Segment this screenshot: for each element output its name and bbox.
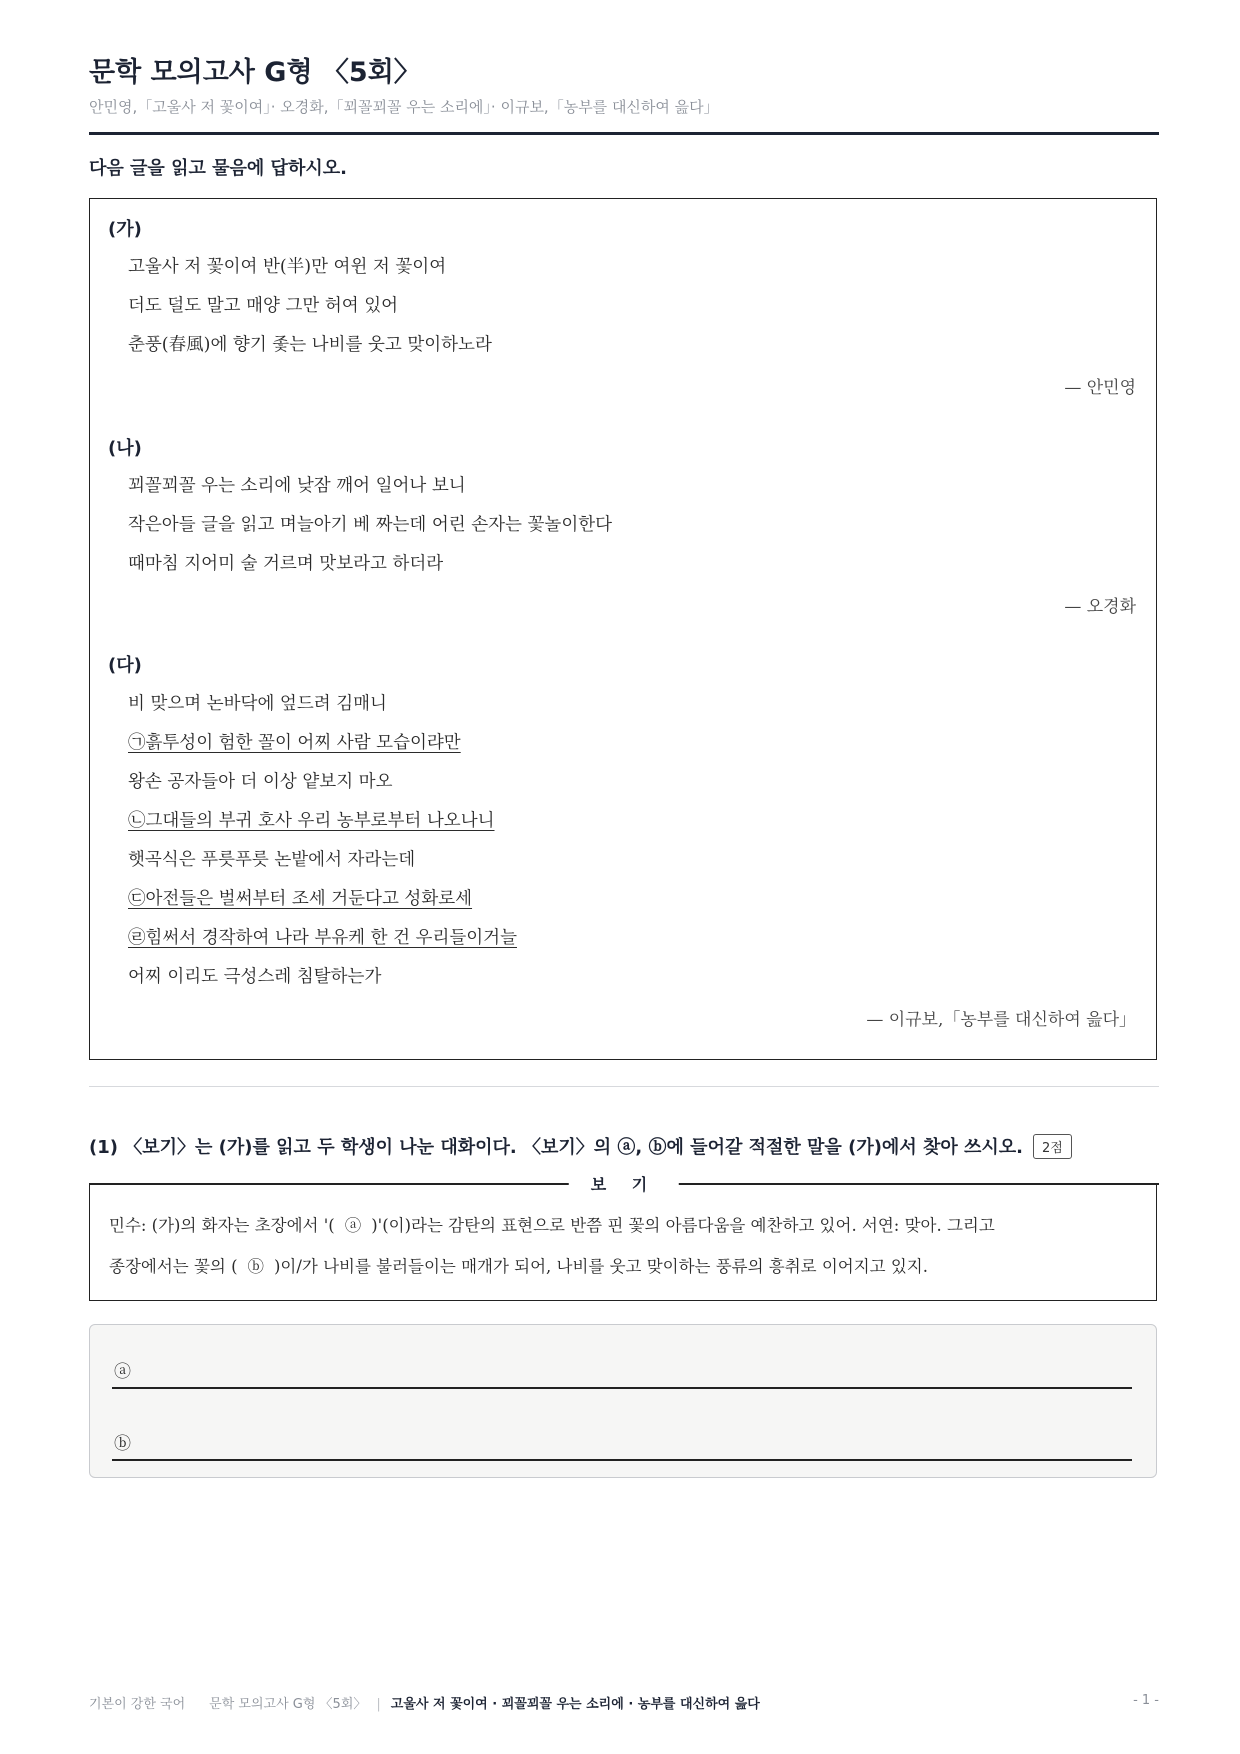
poem-line: 비 맞으며 논바닥에 엎드려 김매니 xyxy=(128,694,387,714)
page-subtitle: 안민영,「고울사 저 꽃이여」· 오경화,「꾀꼴꾀꼴 우는 소리에」· 이규보,「농부를 대신하여 읊다」 xyxy=(89,98,719,116)
page-number: - 1 - xyxy=(1133,1693,1159,1708)
bogi-title: 보 기 xyxy=(569,1172,679,1195)
poem-line: 꾀꼴꾀꼴 우는 소리에 낮잠 깨어 일어나 보니 xyxy=(128,476,466,496)
section-label-ga: (가) xyxy=(108,219,142,240)
section-label-na: (나) xyxy=(108,438,142,459)
footer-exam: 문학 모의고사 G형 〈5회〉 xyxy=(209,1697,367,1712)
section-label-da: (다) xyxy=(108,655,142,676)
poem-line-underlined: ㉣힘써서 경작하여 나라 부유케 한 건 우리들이거늘 xyxy=(128,928,517,948)
blank-a: ⓐ xyxy=(344,1216,362,1235)
answer-line-a[interactable] xyxy=(112,1387,1132,1389)
page-footer: 기본이 강한 국어 문학 모의고사 G형 〈5회〉 | 고울사 저 꽃이여 · 꾀꼴꾀꼴 우는 소리에 · 농부를 대신하여 읊다 - 1 - xyxy=(89,1693,1159,1712)
poem-line: 고울사 저 꽃이여 반(半)만 여윈 저 꽃이여 xyxy=(128,257,447,277)
poem-line-underlined: ㉠흙투성이 험한 꼴이 어찌 사람 모습이랴만 xyxy=(128,733,461,753)
poem-line: 왕손 공자들아 더 이상 얕보지 마오 xyxy=(128,772,393,792)
instruction: 다음 글을 읽고 물음에 답하시오. xyxy=(89,158,347,179)
poem-line: 때마침 지어미 술 거르며 맛보라고 하더라 xyxy=(128,554,444,574)
blank-b: ⓑ xyxy=(247,1257,264,1276)
author-attribution: — 안민영 xyxy=(1064,378,1136,398)
question-1 xyxy=(89,1133,1072,1161)
section-divider xyxy=(89,1086,1159,1087)
page-title: 문학 모의고사 G형 〈5회〉 xyxy=(89,57,421,88)
answer-label-a: ⓐ xyxy=(114,1362,131,1382)
footer-brand: 기본이 강한 국어 xyxy=(89,1697,186,1712)
answer-label-b: ⓑ xyxy=(114,1434,131,1454)
answer-line-b[interactable] xyxy=(112,1459,1132,1461)
question-text: (1) 〈보기〉는 (가)를 읽고 두 학생이 나눈 대화이다. 〈보기〉의 ⓐ, ⓑ에 들어갈 적절한 말을 (가)에서 찾아 쓰시오. xyxy=(89,1137,1024,1158)
author-attribution: — 이규보,「농부를 대신하여 읊다」 xyxy=(866,1010,1136,1030)
answer-box xyxy=(89,1324,1157,1478)
poem-line: 작은아들 글을 읽고 며늘아기 베 짜는데 어린 손자는 꽃놀이한다 xyxy=(128,515,613,535)
poem-line: 춘풍(春風)에 향기 좇는 나비를 웃고 맞이하노라 xyxy=(128,335,492,355)
header-divider xyxy=(89,132,1159,135)
poem-line: 햇곡식은 푸릇푸릇 논밭에서 자라는데 xyxy=(128,850,416,870)
bogi-dialogue: 민수: (가)의 화자는 초장에서 '( ⓐ )'(이)라는 감탄의 표현으로 반쯤 핀 꽃의 아름다움을 예찬하고 있어. 서연: 맞아. 그리고 종장에서는 꽃의 ( ⓑ )이/가 나비를 불러들이는 매개가 되어, 나비를 웃고 맞이하는 풍류의 흥취로 이어지고 있지. xyxy=(109,1205,1139,1287)
poem-line: 더도 덜도 말고 매양 그만 허여 있어 xyxy=(128,296,399,316)
author-attribution: — 오경화 xyxy=(1064,597,1136,617)
passage-box xyxy=(89,198,1157,1060)
poem-line-underlined: ㉡그대들의 부귀 호사 우리 농부로부터 나오나니 xyxy=(128,811,495,831)
poem-line: 어찌 이리도 극성스레 침탈하는가 xyxy=(128,967,382,987)
footer-works: 고울사 저 꽃이여 · 꾀꼴꾀꼴 우는 소리에 · 농부를 대신하여 읊다 xyxy=(390,1697,760,1712)
poem-line-underlined: ㉢아전들은 벌써부터 조세 거둔다고 성화로세 xyxy=(128,889,473,909)
points-badge: 2점 xyxy=(1033,1134,1072,1159)
